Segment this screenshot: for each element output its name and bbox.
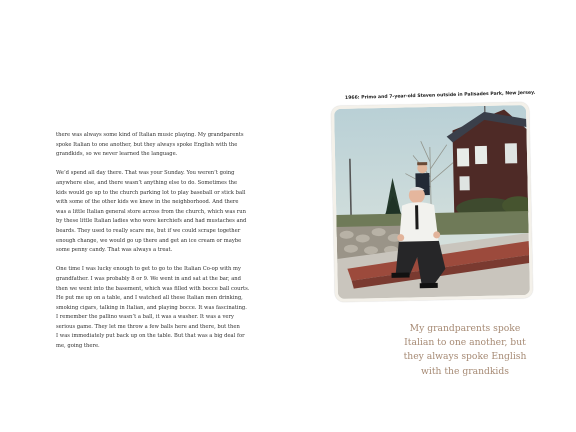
photo-caption: 1966: Primo and 7-year-old Steven outside in Palisades Park, New Jersey. xyxy=(344,90,536,101)
body-text xyxy=(56,131,271,361)
photo-frame xyxy=(331,102,533,302)
family-photo xyxy=(334,105,530,299)
photo-illustration xyxy=(334,105,530,299)
pull-quote: My grandparents spoke Italian to one another, but they always spoke English with the grandkids xyxy=(403,323,527,377)
paragraph-3: One time I was lucky enough to get to go to the Italian Co-op with my grandfather. I was probably 8 or 9. We went in and sat at the bar, and then we went into the basement, which was filled with bocce ball courts. He put me up on a table, and I watched all these Italian men drinking, smoking cigars, talking in Italian, and playing bocce. It was fascinating. I remember the pallino wasn’t a ball, it was a washer. It was a very serious game. They let me throw a few balls here and there, but then I was immediately put back up on the table. But that was a big deal for me, going there. xyxy=(56,266,250,350)
paragraph-1: there was always some kind of Italian music playing. My grandparents spoke Italian to one another, but they always spoke English with the grandkids, so we never learned the language. xyxy=(56,132,244,158)
paragraph-2: We’d spend all day there. That was your Sunday. You weren’t going anywhere else, and there wasn’t anything else to do. Sometimes the kids would go up to the church parking lot to play baseball or stick ball with some of the other kids we knew in the neighborhood. And there was a little Italian general store across from the church, which was run by these little Italian ladies who wore kerchiefs and had mustaches and beards. They used to really scare me, but if we could scrape together enough change, we would go up there and get an ice cream or maybe some penny candy. That was always a treat. xyxy=(56,170,247,254)
